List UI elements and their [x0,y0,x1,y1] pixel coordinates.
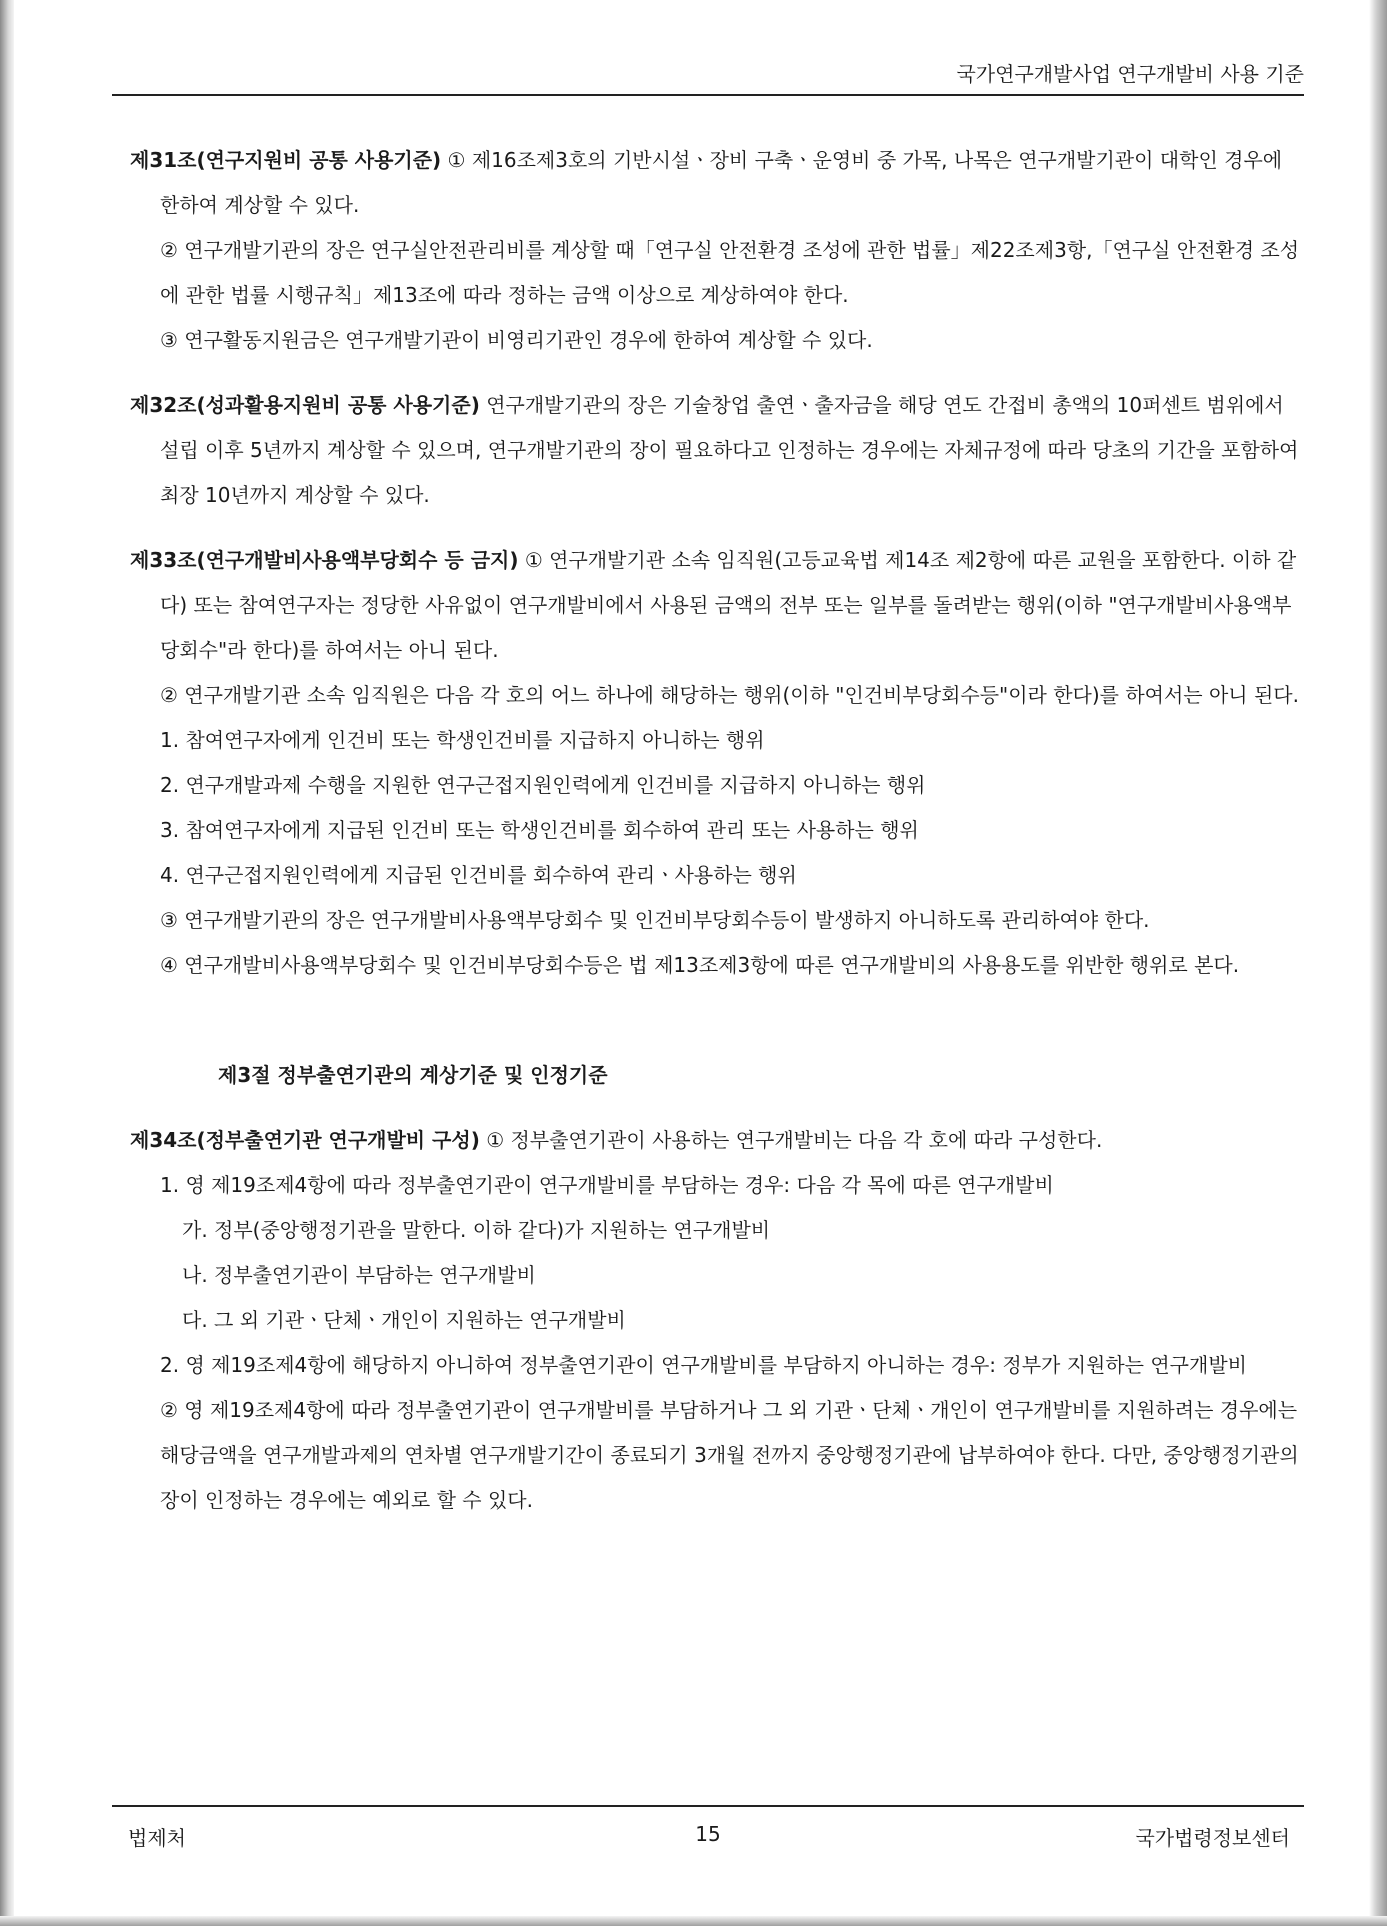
page-number: 15 [695,1822,721,1846]
article-33-p4: ④ 연구개발비사용액부당회수 및 인건비부당회수등은 법 제13조제3항에 따른 연구개발비의 사용용도를 위반한 행위로 본다. [160,953,1240,977]
article-32-heading: 제32조(성과활용지원비 공통 사용기준) [130,393,480,417]
article-33-heading: 제33조(연구개발비사용액부당회수 등 금지) [130,548,519,572]
list-item: 4. 연구근접지원인력에게 지급된 인건비를 회수하여 관리ㆍ사용하는 행위 [160,863,797,887]
sub-list-item: 가. 정부(중앙행정기관을 말한다. 이하 같다)가 지원하는 연구개발비 [182,1218,771,1242]
page-left-edge [0,0,14,1926]
article-34-heading: 제34조(정부출연기관 연구개발비 구성) [130,1128,480,1152]
sub-list-item: 다. 그 외 기관ㆍ단체ㆍ개인이 지원하는 연구개발비 [182,1308,626,1332]
footer-publisher: 법제처 [128,1826,186,1850]
sub-list-item: 나. 정부출연기관이 부담하는 연구개발비 [182,1263,536,1287]
article-31-p1: 제31조(연구지원비 공통 사용기준) ① 제16조제3호의 기반시설ㆍ장비 구축ㆍ운영비 중 가목, 나목은 연구개발기관이 대학인 경우에 한하여 계상할 수 있다. [130,148,1283,217]
list-item: 2. 영 제19조제4항에 해당하지 아니하여 정부출연기관이 연구개발비를 부담하지 아니하는 경우: 정부가 지원하는 연구개발비 [160,1353,1247,1377]
article-34-p2: ② 영 제19조제4항에 따라 정부출연기관이 연구개발비를 부담하거나 그 외 기관ㆍ단체ㆍ개인이 연구개발비를 지원하려는 경우에는 해당금액을 연구개발과제의 연차별 연구개발기간이 종료되기 3개월 전까지 중앙행정기관에 납부하여야 한다. 다만, 중앙행정기관의 장이 인정하는 경우에는 예외로 할 수 있다. [160,1398,1299,1512]
list-item: 1. 영 제19조제4항에 따라 정부출연기관이 연구개발비를 부담하는 경우: 다음 각 목에 따른 연구개발비 [160,1173,1054,1197]
footer-rule [112,1805,1304,1807]
list-item: 2. 연구개발과제 수행을 지원한 연구근접지원인력에게 인건비를 지급하지 아니하는 행위 [160,773,926,797]
section-title: 제3절 정부출연기관의 계상기준 및 인정기준 [218,1063,608,1087]
article-31-p2: ② 연구개발기관의 장은 연구실안전관리비를 계상할 때「연구실 안전환경 조성에 관한 법률」제22조제3항,「연구실 안전환경 조성에 관한 법률 시행규칙」제13조에 따라 정하는 금액 이상으로 계상하여야 한다. [160,238,1300,307]
article-33-p2: ② 연구개발기관 소속 임직원은 다음 각 호의 어느 하나에 해당하는 행위(이하 "인건비부당회수등"이라 한다)를 하여서는 아니 된다. [160,683,1299,707]
page-right-edge [1369,0,1387,1926]
article-31-heading: 제31조(연구지원비 공통 사용기준) [130,148,442,172]
footer-source: 국가법령정보센터 [1135,1826,1290,1850]
header-rule [112,94,1304,96]
page-bottom-edge [0,1916,1387,1926]
list-item: 1. 참여연구자에게 인건비 또는 학생인건비를 지급하지 아니하는 행위 [160,728,765,752]
article-31-p3: ③ 연구활동지원금은 연구개발기관이 비영리기관인 경우에 한하여 계상할 수 있다. [160,328,873,352]
page-footer [112,1814,1304,1850]
article-32-p1: 제32조(성과활용지원비 공통 사용기준) 연구개발기관의 장은 기술창업 출연ㆍ출자금을 해당 연도 간접비 총액의 10퍼센트 범위에서 설립 이후 5년까지 계상할 수 있으며, 연구개발기관의 장이 필요하다고 인정하는 경우에는 자체규정에 따라 당초의 기간을 포함하여 최장 10년까지 계상할 수 있다. [130,393,1299,507]
article-33-p1: 제33조(연구개발비사용액부당회수 등 금지) ① 연구개발기관 소속 임직원(고등교육법 제14조 제2항에 따른 교원을 포함한다. 이하 같다) 또는 참여연구자는 정당한 사유없이 연구개발비에서 사용된 금액의 전부 또는 일부를 돌려받는 행위(이하 "연구개발비사용액부당회수"라 한다)를 하여서는 아니 된다. [130,548,1297,662]
list-item: 3. 참여연구자에게 지급된 인건비 또는 학생인건비를 회수하여 관리 또는 사용하는 행위 [160,818,919,842]
article-34-p1: 제34조(정부출연기관 연구개발비 구성) ① 정부출연기관이 사용하는 연구개발비는 다음 각 호에 따라 구성한다. [130,1128,1103,1152]
page-content [130,138,1305,1523]
running-header: 국가연구개발사업 연구개발비 사용 기준 [956,62,1304,86]
article-33-p3: ③ 연구개발기관의 장은 연구개발비사용액부당회수 및 인건비부당회수등이 발생하지 아니하도록 관리하여야 한다. [160,908,1150,932]
